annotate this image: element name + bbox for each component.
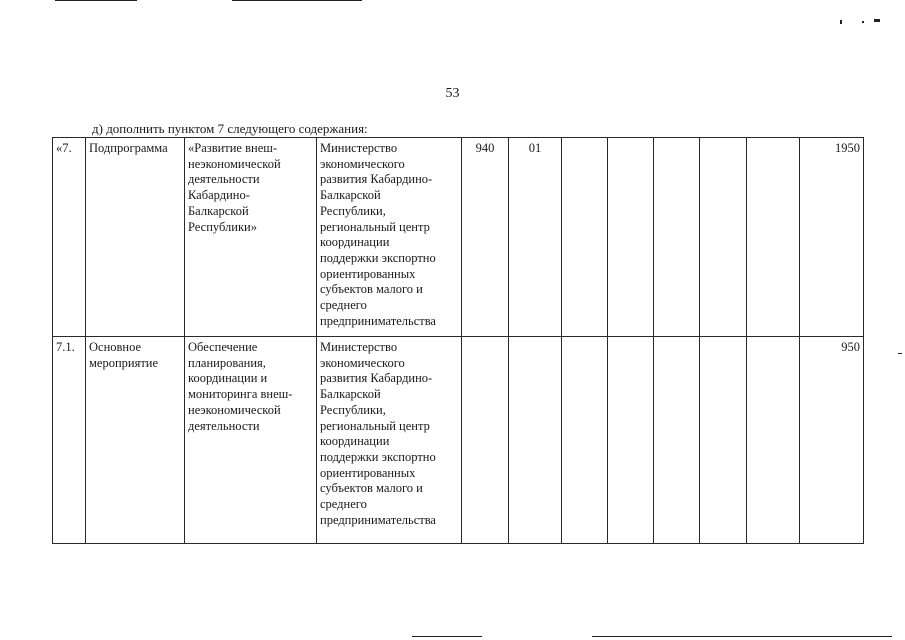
row-type: [86, 337, 185, 544]
row-type: Подпрограмма: [86, 138, 185, 337]
executor-line: среднего: [320, 298, 367, 313]
scan-artifact-top-right-2: [862, 21, 864, 23]
name-line: мониторинга внеш-: [188, 387, 293, 402]
empty-cell: [747, 337, 800, 544]
row-name: [185, 138, 317, 337]
empty-cell: [608, 138, 654, 337]
scan-artifact-top-center: [232, 0, 362, 1]
name-line: неэкономической: [188, 402, 281, 417]
name-line: неэкономической: [188, 156, 281, 171]
intro-text: д) дополнить пунктом 7 следующего содержания:: [92, 121, 368, 136]
empty-cell: [700, 337, 747, 544]
name-line: Обеспечение: [188, 340, 258, 354]
name-line: планирования,: [188, 355, 266, 370]
executor-line: ориентированных: [320, 266, 416, 281]
executor-line: ориентированных: [320, 465, 416, 480]
name-line: деятельности: [188, 418, 260, 433]
executor-line: региональный центр: [320, 418, 430, 433]
executor-line: Министерство: [320, 141, 398, 155]
empty-cell: [747, 138, 800, 337]
scan-artifact-bottom-2: [592, 636, 892, 637]
scan-artifact-top-right-1: [840, 20, 842, 24]
empty-cell: [700, 138, 747, 337]
executor-line: экономического: [320, 355, 405, 370]
executor-line: Министерство: [320, 340, 398, 354]
empty-cell: [608, 337, 654, 544]
executor-line: субъектов малого и: [320, 481, 423, 496]
executor-line: среднего: [320, 497, 367, 512]
executor-line: поддержки экспортно: [320, 250, 436, 265]
empty-cell: [654, 337, 700, 544]
type-line: Основное: [89, 340, 142, 354]
executor-line: экономического: [320, 156, 405, 171]
row-amount: 950: [800, 337, 864, 544]
empty-cell: [562, 138, 608, 337]
table-row: [53, 337, 864, 544]
name-line: координации и: [188, 371, 268, 386]
row-executor: [317, 138, 462, 337]
table-row: [53, 138, 864, 337]
scan-artifact-top-left: [55, 0, 137, 1]
page-number: 53: [445, 86, 460, 101]
empty-cell: [654, 138, 700, 337]
name-line: деятельности: [188, 172, 260, 187]
row-name: [185, 337, 317, 544]
row-program-code: [509, 337, 562, 544]
name-line: Балкарской: [188, 203, 249, 218]
executor-line: Республики,: [320, 203, 386, 218]
scan-artifact-right-dash: [898, 353, 902, 354]
executor-line: поддержки экспортно: [320, 449, 436, 464]
row-grbs-code: [462, 337, 509, 544]
row-number: «7.: [53, 138, 86, 337]
executor-line: развития Кабардино-: [320, 371, 433, 386]
executor-line: координации: [320, 434, 390, 449]
executor-line: региональный центр: [320, 219, 430, 234]
type-line: мероприятие: [89, 355, 159, 370]
row-number: 7.1.: [53, 337, 86, 544]
executor-line: развития Кабардино-: [320, 172, 433, 187]
executor-line: предпринимательства: [320, 313, 436, 328]
executor-line: Балкарской: [320, 387, 381, 402]
row-amount: 1950: [800, 138, 864, 337]
name-line: Кабардино-: [188, 188, 250, 203]
scan-artifact-top-right-3: [874, 19, 880, 22]
empty-cell: [562, 337, 608, 544]
name-line: Республики»: [188, 219, 257, 234]
executor-line: Республики,: [320, 402, 386, 417]
executor-line: координации: [320, 235, 390, 250]
executor-line: Балкарской: [320, 188, 381, 203]
row-program-code: 01: [509, 138, 562, 337]
executor-line: предпринимательства: [320, 512, 436, 527]
name-line: «Развитие внеш-: [188, 141, 278, 155]
executor-line: субъектов малого и: [320, 282, 423, 297]
row-grbs-code: 940: [462, 138, 509, 337]
row-executor: [317, 337, 462, 544]
scan-artifact-bottom-1: [412, 636, 482, 637]
program-table: [52, 137, 864, 544]
